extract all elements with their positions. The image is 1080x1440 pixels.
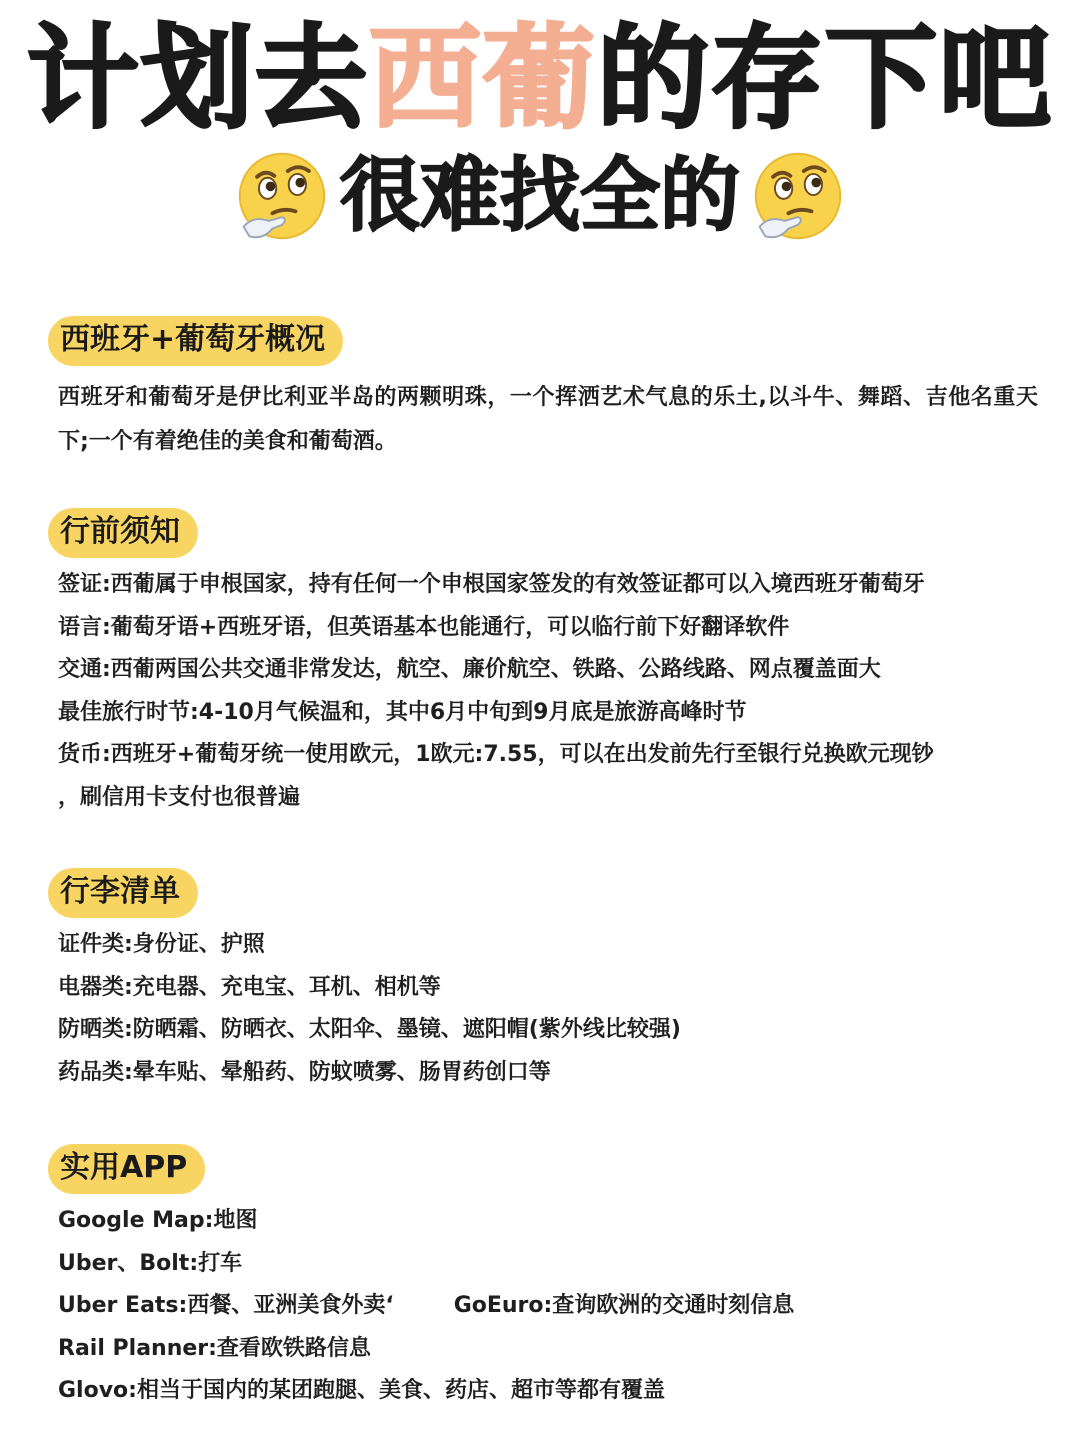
page-title (0, 14, 1080, 144)
section-heading: 行李清单 (48, 868, 198, 918)
subtitle-row (0, 146, 1080, 246)
apps-list (48, 1200, 1048, 1413)
app-item: Uber Eats:西餐、亚洲美食外卖‘ (58, 1293, 394, 1318)
section-heading: 西班牙+葡萄牙概况 (48, 316, 343, 366)
list-item: 语言:葡萄牙语+西班牙语，但英语基本也能通行，可以临行前下好翻译软件 (58, 614, 790, 640)
list-item: 签证:西葡属于申根国家，持有任何一个申根国家签发的有效签证都可以入境西班牙葡萄牙 (58, 572, 925, 597)
list-item: Rail Planner:查看欧铁路信息 (58, 1335, 371, 1361)
tips-list (48, 564, 1048, 819)
list-item: ，刷信用卡支付也很普遍 (58, 784, 301, 810)
list-item: 防晒类:防晒霜、防晒衣、太阳伞、墨镜、遮阳帽(紫外线比较强) (58, 1017, 681, 1042)
list-item: 证件类:身份证、护照 (58, 932, 265, 957)
section-packing (48, 868, 1048, 1094)
list-item: Google Map:地图 (58, 1208, 258, 1233)
title-part-1: 计划去 (27, 14, 369, 144)
list-item: 药品类:晕车贴、晕船药、防蚊喷雾、肠胃药创口等 (58, 1059, 551, 1085)
title-part-2: 的存下吧 (597, 14, 1053, 144)
section-tips (48, 508, 1048, 819)
packing-list (48, 924, 1048, 1094)
app-item: GoEuro:查询欧洲的交通时刻信息 (453, 1293, 795, 1318)
list-item: 最佳旅行时节:4-10月气候温和，其中6月中旬到9月底是旅游高峰时节 (58, 699, 747, 725)
list-item (48, 1285, 1048, 1328)
list-item: Glovo:相当于国内的某团跑腿、美食、药店、超市等都有覆盖 (58, 1378, 665, 1403)
section-overview (48, 316, 1048, 464)
section-apps (48, 1144, 1048, 1413)
thinking-face-icon (234, 148, 330, 244)
list-item: 电器类:充电器、充电宝、耳机、相机等 (58, 974, 441, 1000)
list-item: Uber、Bolt:打车 (58, 1250, 243, 1276)
list-item: 货币:西班牙+葡萄牙统一使用欧元，1欧元:7.55，可以在出发前先行至银行兑换欧元现钞 (58, 742, 934, 767)
overview-text: 西班牙和葡萄牙是伊比利亚半岛的两颗明珠，一个挥洒艺术气息的乐土,以斗牛、舞蹈、吉他名重天下;一个有着绝佳的美食和葡萄酒。 (58, 385, 1038, 454)
thinking-face-icon (750, 148, 846, 244)
list-item: 交通:西葡两国公共交通非常发达，航空、廉价航空、铁路、公路线路、网点覆盖面大 (58, 657, 881, 682)
section-heading: 行前须知 (48, 508, 198, 558)
subtitle-text: 很难找全的 (340, 149, 740, 242)
section-heading: 实用APP (48, 1144, 205, 1194)
title-accent: 西葡 (369, 14, 597, 144)
